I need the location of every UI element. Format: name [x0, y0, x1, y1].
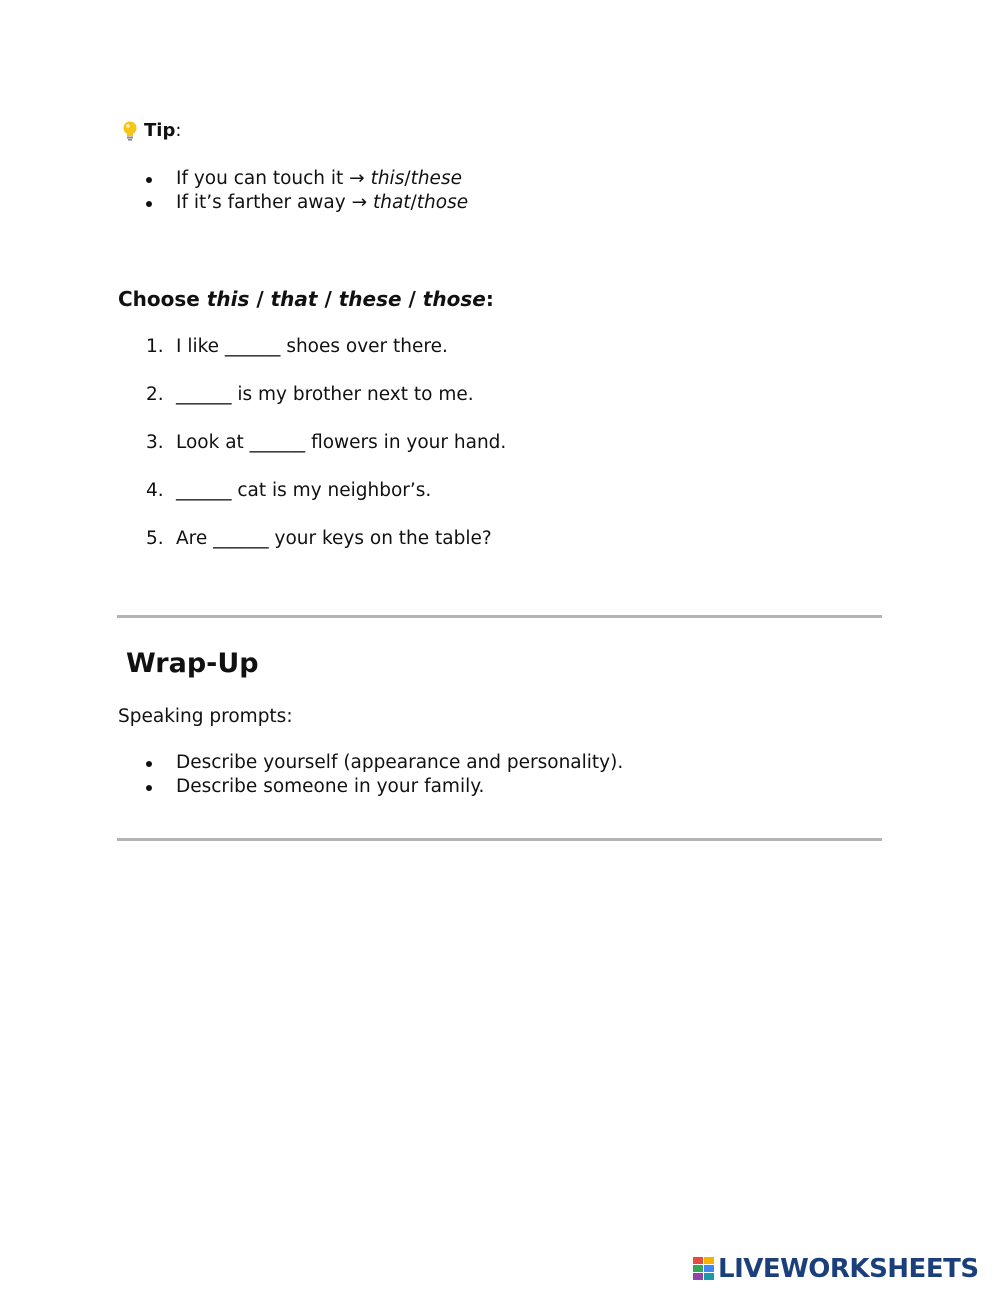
- bullet-icon: [146, 785, 152, 791]
- tip-label: Tip: [144, 120, 176, 141]
- tip-word: this: [370, 168, 405, 189]
- tip-text: If it’s farther away →: [176, 192, 373, 213]
- exercise-heading: Choose this / that / these / those:: [118, 287, 494, 311]
- tip-word: these: [410, 168, 462, 189]
- exercise-item: [146, 383, 506, 431]
- item-number: 3.: [146, 432, 164, 453]
- exercise-item: [146, 479, 506, 527]
- bullet-icon: [146, 761, 152, 767]
- exercise-item: [146, 527, 506, 575]
- item-text: Look at ______ flowers in your hand.: [176, 432, 507, 453]
- tip-text: If you can touch it →: [176, 168, 371, 189]
- divider: [117, 615, 882, 618]
- item-text: ______ is my brother next to me.: [176, 384, 474, 405]
- item-number: 5.: [146, 528, 164, 549]
- prompt-list: [146, 751, 623, 799]
- item-text: I like ______ shoes over there.: [176, 336, 448, 357]
- item-number: 2.: [146, 384, 164, 405]
- prompt-text: Describe yourself (appearance and personality).: [176, 752, 624, 773]
- tip-colon: :: [175, 120, 182, 141]
- section-heading: Wrap-Up: [126, 648, 259, 679]
- item-text: ______ cat is my neighbor’s.: [176, 480, 432, 501]
- tip-list: [146, 167, 468, 215]
- item-number: 1.: [146, 336, 164, 357]
- bullet-icon: [146, 201, 152, 207]
- divider: [117, 838, 882, 841]
- prompt-text: Describe someone in your family.: [176, 776, 485, 797]
- list-item: [146, 775, 623, 799]
- tip-word: those: [416, 192, 469, 213]
- tip-separator: /: [404, 168, 411, 189]
- liveworksheets-logo-icon: [692, 1255, 716, 1283]
- tip-word: that: [372, 192, 411, 213]
- item-text: Are ______ your keys on the table?: [176, 528, 492, 549]
- exercise-item: [146, 335, 506, 383]
- item-number: 4.: [146, 480, 164, 501]
- list-item: [146, 167, 468, 191]
- light-bulb-icon: [120, 120, 140, 142]
- speaking-intro: Speaking prompts:: [118, 706, 293, 727]
- exercise-item: [146, 431, 506, 479]
- list-item: [146, 191, 468, 215]
- bullet-icon: [146, 177, 152, 183]
- list-item: [146, 751, 623, 775]
- tip-separator: /: [410, 192, 417, 213]
- exercise-list: [146, 335, 506, 575]
- liveworksheets-logo[interactable]: [692, 1254, 979, 1284]
- logo-text: LIVEWORKSHEETS: [718, 1254, 979, 1284]
- tip-line: [120, 119, 181, 143]
